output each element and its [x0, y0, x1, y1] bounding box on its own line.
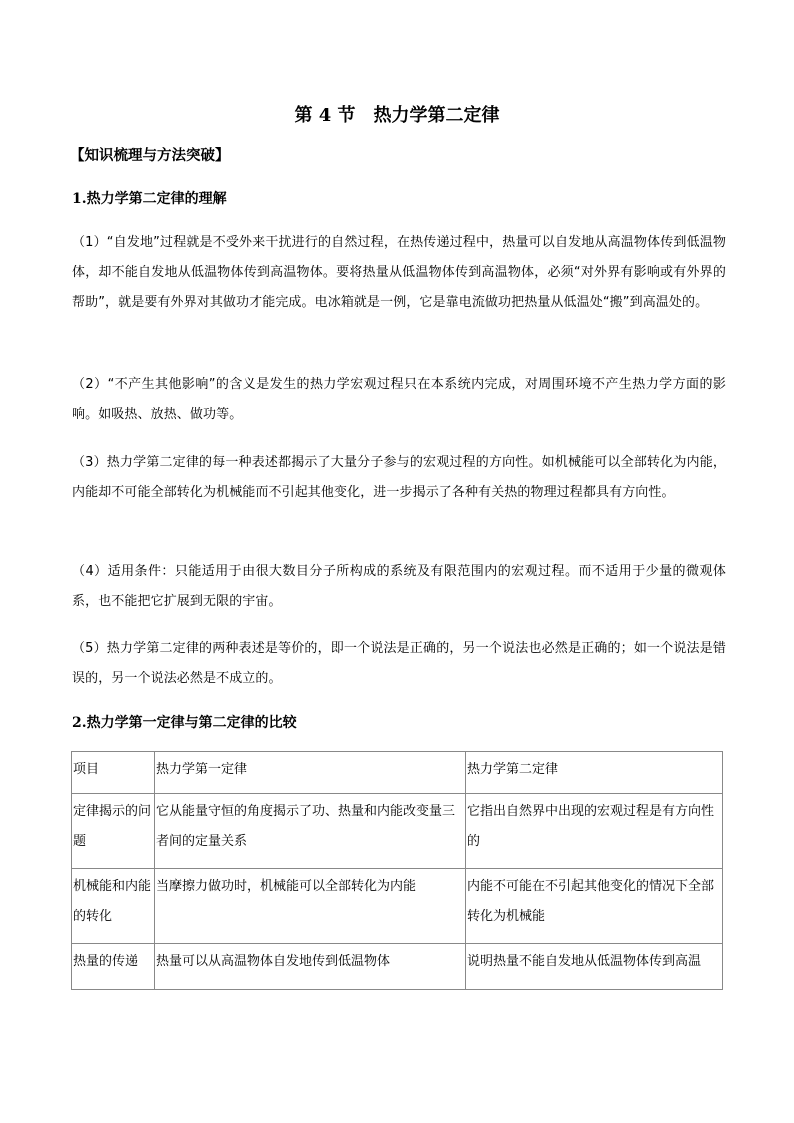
heading-part2: 2.热力学第一定律与第二定律的比较: [72, 715, 297, 731]
table-cell: 机械能和内能的转化: [72, 869, 155, 944]
paragraph-2: （2）“不产生其他影响”的含义是发生的热力学宏观过程只在本系统内完成，对周围环境不产生热力学方面的影响。如吸热、放热、做功等。: [72, 377, 726, 422]
table-header-cell: 热力学第二定律: [466, 752, 723, 794]
heading-part1: 1.热力学第二定律的理解: [72, 191, 227, 207]
table-cell: 它指出自然界中出现的宏观过程是有方向性的: [466, 794, 723, 869]
paragraph-3: （3）热力学第二定律的每一种表述都揭示了大量分子参与的宏观过程的方向性。如机械能可以全部转化为内能，内能却不可能全部转化为机械能而不引起其他变化，进一步揭示了各种有关热的物理过程都具有方向性。: [72, 455, 726, 500]
section-header: 【知识梳理与方法突破】: [70, 147, 230, 164]
table-cell: 它从能量守恒的角度揭示了功、热量和内能改变量三者间的定量关系: [155, 794, 466, 869]
table-header-cell: 项目: [72, 752, 155, 794]
table-row: [72, 944, 723, 990]
table-row: [72, 869, 723, 944]
table-cell: 当摩擦力做功时，机械能可以全部转化为内能: [155, 869, 466, 944]
table-cell: 内能不可能在不引起其他变化的情况下全部转化为机械能: [466, 869, 723, 944]
paragraph-1: （1）“自发地”过程就是不受外来干扰进行的自然过程，在热传递过程中，热量可以自发地从高温物体传到低温物体，却不能自发地从低温物体传到高温物体。要将热量从低温物体传到高温物体，必须“对外界有影响或有外界的帮助”，就是要有外界对其做功才能完成。电冰箱就是一例，它是靠电流做功把热量从低温处“搬”到高温处的。: [72, 235, 726, 310]
table-cell: 热量的传递: [72, 944, 155, 990]
comparison-table: [71, 751, 723, 990]
table-row: [72, 794, 723, 869]
paragraph-4: （4）适用条件：只能适用于由很大数目分子所构成的系统及有限范围内的宏观过程。而不适用于少量的微观体系，也不能把它扩展到无限的宇宙。: [72, 564, 726, 609]
page-title: 第 4 节 热力学第二定律: [294, 105, 500, 126]
table-header-row: [72, 752, 723, 794]
paragraph-5: （5）热力学第二定律的两种表述是等价的，即一个说法是正确的，另一个说法也必然是正确的；如一个说法是错误的，另一个说法必然是不成立的。: [72, 641, 726, 686]
table-cell: 热量可以从高温物体自发地传到低温物体: [155, 944, 466, 990]
table-cell: 定律揭示的问题: [72, 794, 155, 869]
table-cell: 说明热量不能自发地从低温物体传到高温: [466, 944, 723, 990]
table-header-cell: 热力学第一定律: [155, 752, 466, 794]
